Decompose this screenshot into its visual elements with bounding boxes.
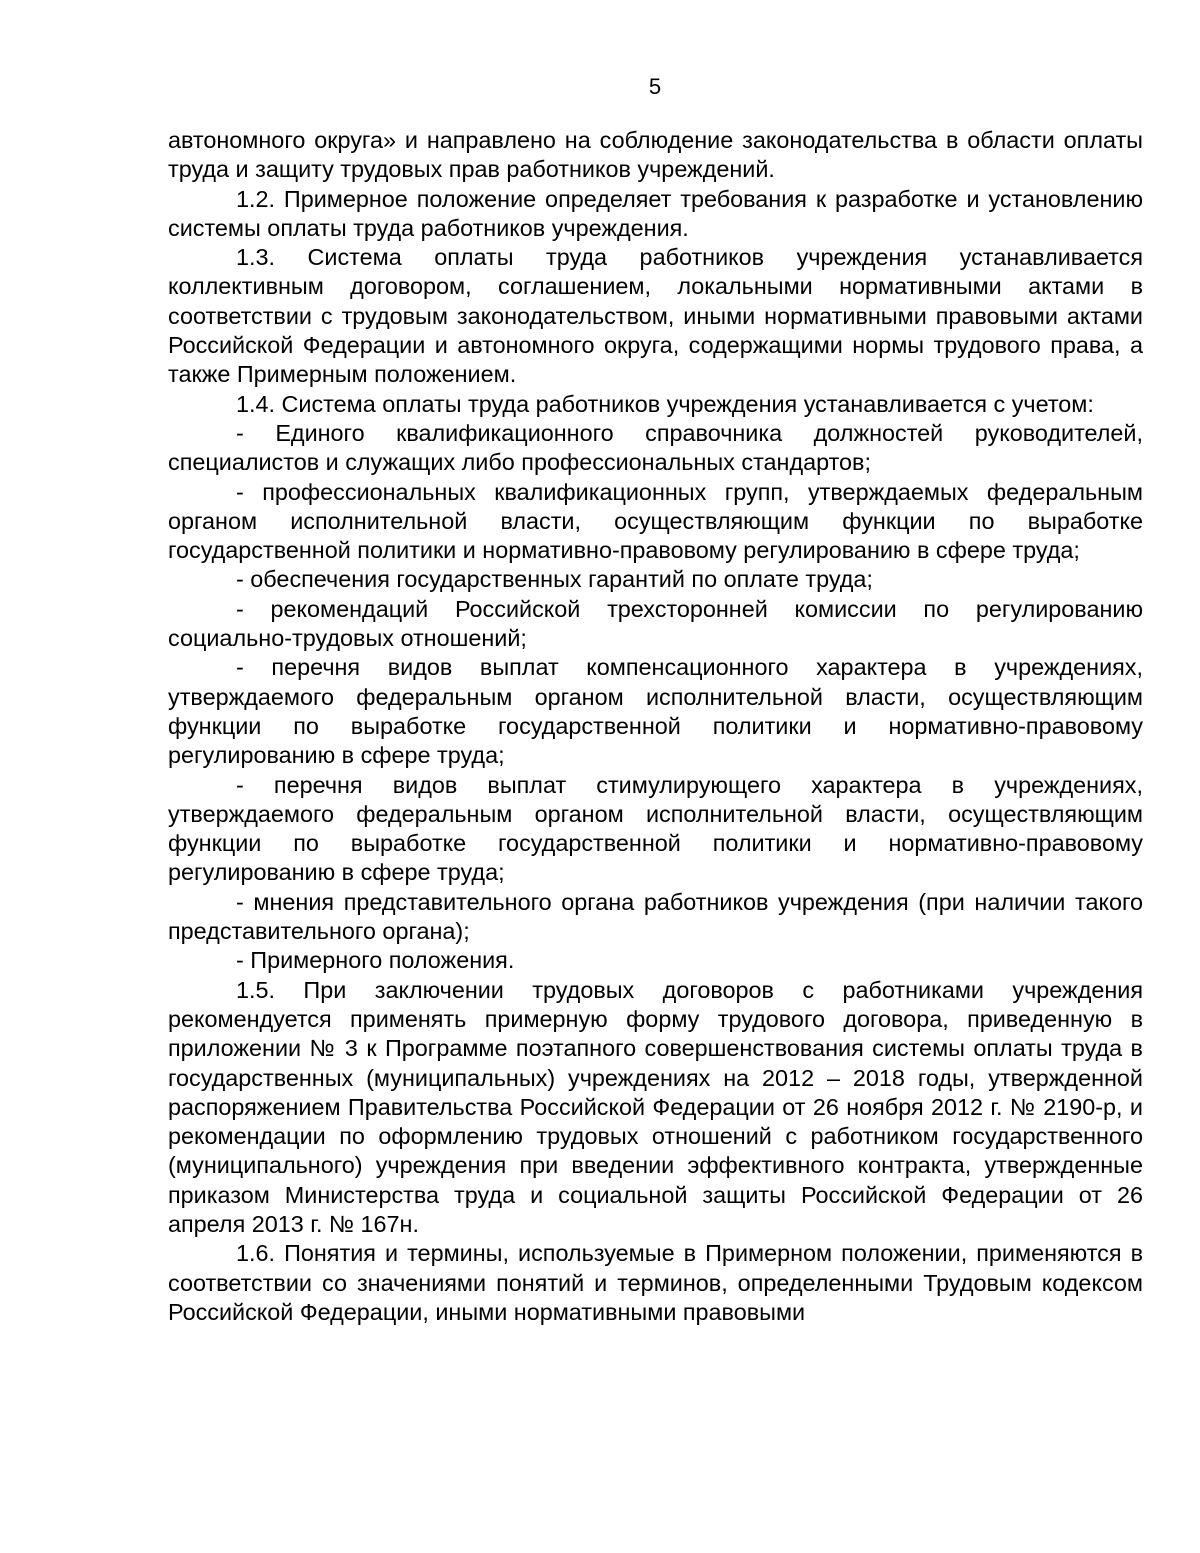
page-number: 5 [648,74,662,99]
paragraph-intro-continuation: автономного округа» и направлено на соблюдение законодательства в области оплаты труда и защиту трудовых прав работников учреждений. [168,127,1143,183]
paragraph-1-6: 1.6. Понятия и термины, используемые в Примерном положении, применяются в соответствии со значениями понятий и терминов, определенными Трудовым кодексом Российской Федерации, иными нормативными правовыми [168,1240,1143,1325]
paragraph-1-3: 1.3. Система оплаты труда работников учреждения устанавливается коллективным договором, соглашением, локальными нормативными актами в соответствии с трудовым законодательством, иными нормативными правовыми актами Российской Федерации и автономного округа, содержащими нормы трудового права, а также Примерным положением. [168,244,1143,388]
list-item-model-regulation: - Примерного положения. [236,947,515,974]
list-item-representative-opinion: - мнения представительного органа работников учреждения (при наличии такого представительного органа); [168,888,1143,945]
list-item-guarantees: - обеспечения государственных гарантий по оплате труда; [236,566,873,593]
list-item-compensation-payments: - перечня видов выплат компенсационного характера в учреждениях, утверждаемого федеральным органом исполнительной власти, осуществляющим функции по выработке государственной политики и нормативно-правовому регулированию в сфере труда; [168,654,1143,769]
document-body [168,126,1143,1327]
paragraph-1-4: 1.4. Система оплаты труда работников учреждения устанавливается с учетом: [236,390,1094,417]
list-item-pkg: - профессиональных квалификационных групп, утверждаемых федеральным органом исполнительной власти, осуществляющим функции по выработке государственной политики и нормативно-правовому регулированию в сфере труда; [168,478,1143,564]
list-item-incentive-payments: - перечня видов выплат стимулирующего характера в учреждениях, утверждаемого федеральным органом исполнительной власти, осуществляющим функции по выработке государственной политики и нормативно-правовому регулированию в сфере труда; [168,771,1143,886]
paragraph-1-2: 1.2. Примерное положение определяет требования к разработке и установлению системы оплаты труда работников учреждения. [168,185,1143,241]
list-item-commission: - рекомендаций Российской трехсторонней комиссии по регулированию социально-трудовых отношений; [168,595,1143,652]
paragraph-1-5: 1.5. При заключении трудовых договоров с работниками учреждения рекомендуется применять примерную форму трудового договора, приведенную в приложении № 3 к Программе поэтапного совершенствования системы оплаты труда в государственных (муниципальных) учреждениях на 2012 – 2018 годы, утвержденной распоряжением Правительства Российской Федерации от 26 ноября 2012 г. № 2190-р, и рекомендации по оформлению трудовых отношений с работником государственного (муниципального) учреждения при введении эффективного контракта, утвержденные приказом Министерства труда и социальной защиты Российской Федерации от 26 апреля 2013 г. № 167н. [168,976,1143,1237]
list-item-eks: - Единого квалификационного справочника должностей руководителей, специалистов и служащих либо профессиональных стандартов; [168,419,1143,476]
